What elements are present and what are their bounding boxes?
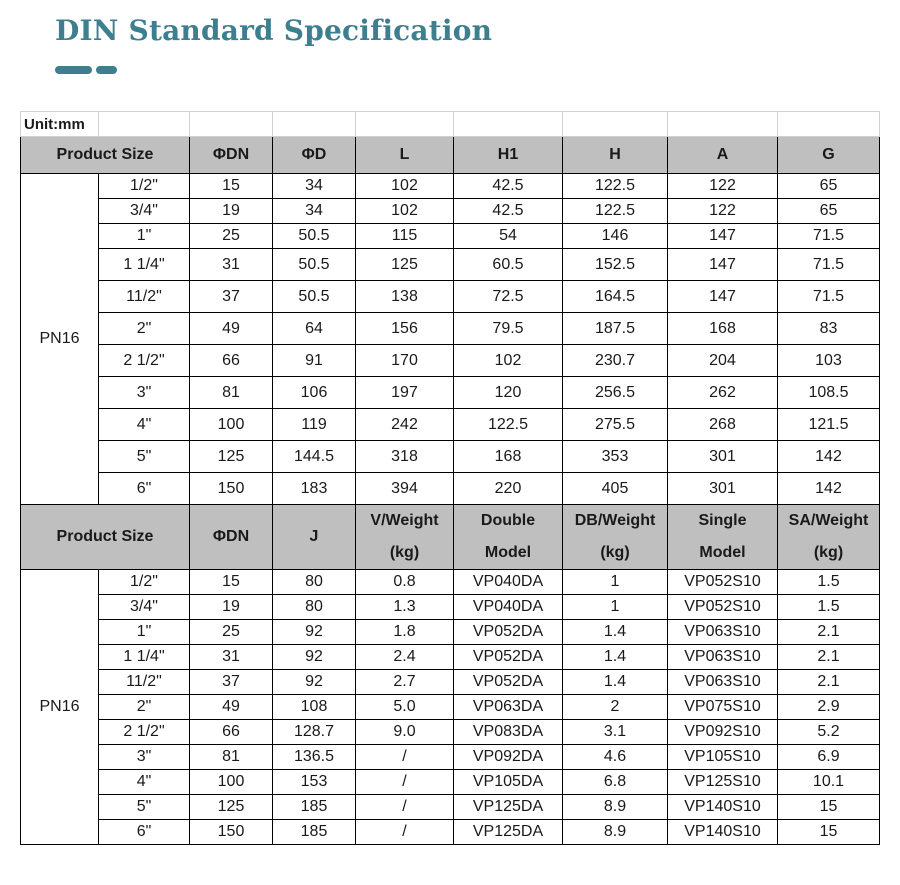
- size-cell: 4": [99, 409, 190, 441]
- table-cell: VP125DA: [454, 820, 563, 845]
- table-cell: 108.5: [778, 377, 880, 409]
- table-cell: 102: [356, 174, 454, 199]
- table-row: [21, 695, 880, 720]
- header-cell: A: [668, 137, 778, 174]
- table-cell: VP125DA: [454, 795, 563, 820]
- size-cell: 1": [99, 224, 190, 249]
- table-cell: 170: [356, 345, 454, 377]
- table-cell: 394: [356, 473, 454, 505]
- table-cell: VP105DA: [454, 770, 563, 795]
- header-cell: SA/Weight: [778, 505, 880, 538]
- size-cell: 2": [99, 695, 190, 720]
- table-cell: VP063S10: [668, 620, 778, 645]
- table-cell: 2: [563, 695, 668, 720]
- table-cell: 25: [190, 620, 273, 645]
- table-cell: 187.5: [563, 313, 668, 345]
- table-cell: 102: [454, 345, 563, 377]
- header-cell: (kg): [563, 538, 668, 570]
- table-cell: 275.5: [563, 409, 668, 441]
- header-cell: ΦD: [273, 137, 356, 174]
- table-cell: /: [356, 820, 454, 845]
- table-cell: VP140S10: [668, 820, 778, 845]
- table-cell: 8.9: [563, 820, 668, 845]
- table-row: [21, 745, 880, 770]
- table-row: [21, 620, 880, 645]
- table-row: [21, 570, 880, 595]
- header-cell: Single: [668, 505, 778, 538]
- table-cell: 50.5: [273, 249, 356, 281]
- table-cell: 138: [356, 281, 454, 313]
- page-title: DIN Standard Specification: [55, 14, 493, 47]
- unit-label: Unit:mm: [21, 112, 99, 137]
- table-cell: 144.5: [273, 441, 356, 473]
- table-cell: 80: [273, 595, 356, 620]
- table-row: [21, 645, 880, 670]
- table-cell: 185: [273, 795, 356, 820]
- table-cell: 49: [190, 695, 273, 720]
- table-cell: 1.5: [778, 570, 880, 595]
- table-cell: 81: [190, 745, 273, 770]
- table-cell: 230.7: [563, 345, 668, 377]
- header-cell: H1: [454, 137, 563, 174]
- table-cell: 2.9: [778, 695, 880, 720]
- table-row: [21, 224, 880, 249]
- table-cell: 1: [563, 595, 668, 620]
- header-cell: ΦDN: [190, 137, 273, 174]
- table-cell: 136.5: [273, 745, 356, 770]
- table-cell: 1: [563, 570, 668, 595]
- size-cell: 5": [99, 795, 190, 820]
- table-row: [21, 174, 880, 199]
- table-cell: 197: [356, 377, 454, 409]
- table-cell: /: [356, 795, 454, 820]
- table-row: [21, 770, 880, 795]
- table-cell: 147: [668, 224, 778, 249]
- table-cell: 185: [273, 820, 356, 845]
- header-cell: Model: [668, 538, 778, 570]
- table-cell: 156: [356, 313, 454, 345]
- table-cell: 1.3: [356, 595, 454, 620]
- group-label: PN16: [21, 570, 99, 845]
- table-cell: 15: [778, 820, 880, 845]
- header-cell: ΦDN: [190, 505, 273, 570]
- table-cell: 15: [190, 570, 273, 595]
- table-cell: 2.1: [778, 620, 880, 645]
- table-cell: VP063DA: [454, 695, 563, 720]
- table-cell: 71.5: [778, 281, 880, 313]
- size-cell: 1 1/4": [99, 249, 190, 281]
- table-cell: VP083DA: [454, 720, 563, 745]
- table-cell: 122: [668, 199, 778, 224]
- unit-row: [21, 112, 880, 137]
- table-cell: 150: [190, 473, 273, 505]
- table-cell: 183: [273, 473, 356, 505]
- table-cell: 125: [190, 795, 273, 820]
- size-cell: 2": [99, 313, 190, 345]
- table-row: [21, 670, 880, 695]
- table-cell: 220: [454, 473, 563, 505]
- table-cell: 152.5: [563, 249, 668, 281]
- title-underline-short: [96, 66, 117, 74]
- table-cell: 66: [190, 345, 273, 377]
- table-cell: 15: [190, 174, 273, 199]
- table-cell: 2.4: [356, 645, 454, 670]
- table-row: [21, 281, 880, 313]
- table-cell: 150: [190, 820, 273, 845]
- size-cell: 3": [99, 377, 190, 409]
- table-cell: 31: [190, 249, 273, 281]
- header-cell: Model: [454, 538, 563, 570]
- table-cell: 80: [273, 570, 356, 595]
- table-cell: 147: [668, 281, 778, 313]
- table-row: [21, 595, 880, 620]
- table-cell: /: [356, 745, 454, 770]
- table-cell: 64: [273, 313, 356, 345]
- table-cell: 242: [356, 409, 454, 441]
- table-cell: 91: [273, 345, 356, 377]
- table-cell: VP092DA: [454, 745, 563, 770]
- table-row: [21, 441, 880, 473]
- group-label: PN16: [21, 174, 99, 505]
- table-cell: 66: [190, 720, 273, 745]
- table-cell: 168: [454, 441, 563, 473]
- table-cell: 353: [563, 441, 668, 473]
- table-cell: 256.5: [563, 377, 668, 409]
- table-cell: VP040DA: [454, 595, 563, 620]
- table-cell: VP052S10: [668, 570, 778, 595]
- table-cell: 164.5: [563, 281, 668, 313]
- table-cell: 92: [273, 670, 356, 695]
- table-cell: 100: [190, 409, 273, 441]
- table-cell: 71.5: [778, 249, 880, 281]
- table-cell: 125: [190, 441, 273, 473]
- table-cell: 0.8: [356, 570, 454, 595]
- table-cell: 8.9: [563, 795, 668, 820]
- size-cell: 1 1/4": [99, 645, 190, 670]
- table-cell: 50.5: [273, 224, 356, 249]
- header-cell: H: [563, 137, 668, 174]
- header-cell: DB/Weight: [563, 505, 668, 538]
- table-cell: 54: [454, 224, 563, 249]
- size-cell: 1/2": [99, 570, 190, 595]
- table-row: [21, 409, 880, 441]
- table-cell: 34: [273, 174, 356, 199]
- size-cell: 2 1/2": [99, 345, 190, 377]
- table-cell: 122.5: [454, 409, 563, 441]
- table-cell: 25: [190, 224, 273, 249]
- table-cell: 2.1: [778, 645, 880, 670]
- table-cell: 153: [273, 770, 356, 795]
- table-cell: 125: [356, 249, 454, 281]
- table-row: [21, 313, 880, 345]
- table-cell: 42.5: [454, 199, 563, 224]
- table-cell: 10.1: [778, 770, 880, 795]
- table-cell: 92: [273, 620, 356, 645]
- table-cell: 318: [356, 441, 454, 473]
- table-cell: 65: [778, 174, 880, 199]
- table-cell: 122.5: [563, 199, 668, 224]
- size-cell: 1": [99, 620, 190, 645]
- table-row: [21, 377, 880, 409]
- table-cell: 5.2: [778, 720, 880, 745]
- table-cell: 120: [454, 377, 563, 409]
- table-cell: 122.5: [563, 174, 668, 199]
- table-cell: 146: [563, 224, 668, 249]
- table-cell: 108: [273, 695, 356, 720]
- table-cell: 1.4: [563, 670, 668, 695]
- size-cell: 4": [99, 770, 190, 795]
- table-cell: 301: [668, 441, 778, 473]
- table-cell: 268: [668, 409, 778, 441]
- size-cell: 1/2": [99, 174, 190, 199]
- header-product-size: Product Size: [21, 137, 190, 174]
- table-cell: 50.5: [273, 281, 356, 313]
- table-cell: 1.4: [563, 645, 668, 670]
- table-cell: 2.7: [356, 670, 454, 695]
- table-cell: 5.0: [356, 695, 454, 720]
- table-row: [21, 720, 880, 745]
- table-cell: /: [356, 770, 454, 795]
- size-cell: 11/2": [99, 281, 190, 313]
- table-cell: 37: [190, 670, 273, 695]
- table-cell: VP140S10: [668, 795, 778, 820]
- table-row: [21, 820, 880, 845]
- table-cell: 79.5: [454, 313, 563, 345]
- header-product-size: Product Size: [21, 505, 190, 570]
- header-cell: (kg): [356, 538, 454, 570]
- size-cell: 6": [99, 473, 190, 505]
- table-cell: 60.5: [454, 249, 563, 281]
- table-cell: 103: [778, 345, 880, 377]
- size-cell: 11/2": [99, 670, 190, 695]
- table-cell: 92: [273, 645, 356, 670]
- table-cell: 1.4: [563, 620, 668, 645]
- table-cell: VP092S10: [668, 720, 778, 745]
- table-cell: 31: [190, 645, 273, 670]
- header-cell: L: [356, 137, 454, 174]
- table-cell: 121.5: [778, 409, 880, 441]
- header-cell: Double: [454, 505, 563, 538]
- header-cell: G: [778, 137, 880, 174]
- table-cell: 142: [778, 441, 880, 473]
- table-cell: 1.5: [778, 595, 880, 620]
- table-cell: VP052DA: [454, 620, 563, 645]
- table-cell: 128.7: [273, 720, 356, 745]
- table-cell: VP063S10: [668, 670, 778, 695]
- table-cell: 81: [190, 377, 273, 409]
- table-cell: 19: [190, 199, 273, 224]
- table-cell: 102: [356, 199, 454, 224]
- size-cell: 3/4": [99, 595, 190, 620]
- header-cell: V/Weight: [356, 505, 454, 538]
- table-cell: 142: [778, 473, 880, 505]
- table-cell: 262: [668, 377, 778, 409]
- table-cell: 4.6: [563, 745, 668, 770]
- table-cell: VP063S10: [668, 645, 778, 670]
- table-cell: 83: [778, 313, 880, 345]
- table-row: [21, 249, 880, 281]
- table-cell: 42.5: [454, 174, 563, 199]
- table-cell: 122: [668, 174, 778, 199]
- table-cell: 6.9: [778, 745, 880, 770]
- table-cell: 9.0: [356, 720, 454, 745]
- header-cell: J: [273, 505, 356, 570]
- table-cell: 1.8: [356, 620, 454, 645]
- size-cell: 3": [99, 745, 190, 770]
- table-cell: 119: [273, 409, 356, 441]
- title-underline-long: [55, 66, 92, 74]
- header-cell: (kg): [778, 538, 880, 570]
- table-cell: 100: [190, 770, 273, 795]
- table-cell: VP075S10: [668, 695, 778, 720]
- size-cell: 6": [99, 820, 190, 845]
- table-row: [21, 199, 880, 224]
- table-cell: VP052DA: [454, 670, 563, 695]
- table-cell: 65: [778, 199, 880, 224]
- table-cell: VP125S10: [668, 770, 778, 795]
- table-cell: 3.1: [563, 720, 668, 745]
- table-cell: 15: [778, 795, 880, 820]
- table-cell: 72.5: [454, 281, 563, 313]
- table-cell: VP040DA: [454, 570, 563, 595]
- table-cell: 37: [190, 281, 273, 313]
- table-row: [21, 473, 880, 505]
- table2-header-row: [21, 505, 880, 538]
- table-cell: 115: [356, 224, 454, 249]
- table-cell: 34: [273, 199, 356, 224]
- table-cell: 6.8: [563, 770, 668, 795]
- table-cell: 147: [668, 249, 778, 281]
- table-cell: 168: [668, 313, 778, 345]
- table-cell: 405: [563, 473, 668, 505]
- table-row: [21, 795, 880, 820]
- table-cell: 49: [190, 313, 273, 345]
- table-cell: 2.1: [778, 670, 880, 695]
- spec-table: [20, 111, 880, 845]
- size-cell: 5": [99, 441, 190, 473]
- table-cell: 19: [190, 595, 273, 620]
- table-cell: VP105S10: [668, 745, 778, 770]
- size-cell: 2 1/2": [99, 720, 190, 745]
- table-row: [21, 345, 880, 377]
- table-cell: 71.5: [778, 224, 880, 249]
- table-cell: VP052S10: [668, 595, 778, 620]
- table-cell: VP052DA: [454, 645, 563, 670]
- table1-header-row: [21, 137, 880, 174]
- table-cell: 301: [668, 473, 778, 505]
- size-cell: 3/4": [99, 199, 190, 224]
- table-cell: 106: [273, 377, 356, 409]
- table-cell: 204: [668, 345, 778, 377]
